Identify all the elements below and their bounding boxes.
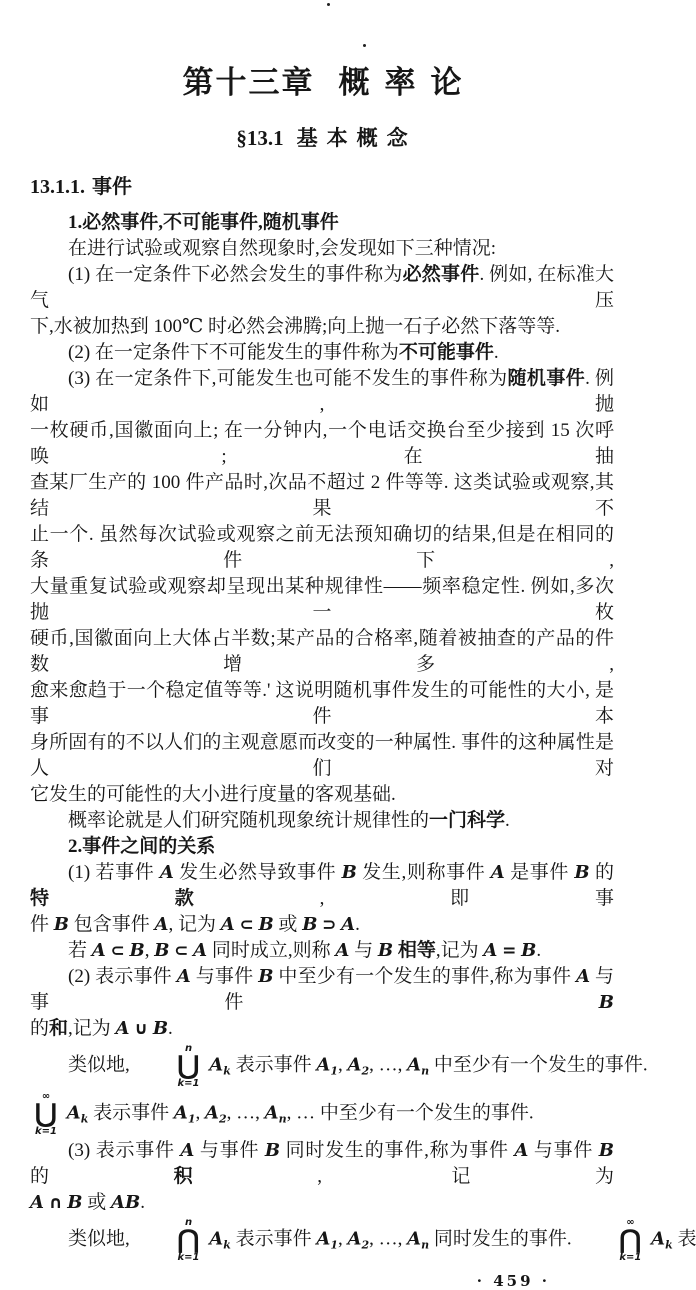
section-name: 基本概念 — [296, 126, 417, 150]
operator-glyph: ⋃ — [177, 1051, 200, 1081]
text-line — [30, 964, 614, 1016]
math-variable: A — [209, 1054, 224, 1076]
text-segment-bold: 相等 — [397, 940, 436, 961]
scan-speck — [327, 3, 330, 6]
math-variable: A — [651, 1228, 666, 1250]
text-segment: 或 — [273, 914, 303, 935]
text-segment: 的 — [589, 862, 614, 883]
math-variable: A — [264, 1102, 279, 1124]
math-variable: B — [574, 862, 590, 883]
text-line — [30, 210, 614, 236]
math-variable: A — [193, 940, 208, 961]
text-segment: 与事件 — [190, 966, 259, 987]
text-segment-bold: 1.必然事件,不可能事件,随机事件 — [68, 212, 339, 233]
math-variable: A — [576, 966, 591, 987]
subscript: k — [223, 1064, 231, 1078]
text-segment: ,记为 — [435, 940, 484, 961]
text-segment: 类似地, — [68, 1228, 135, 1250]
text-segment: 或 — [82, 1192, 112, 1213]
math-variable: B — [598, 1140, 614, 1161]
text-segment: 大量重复试验或观察却呈现出某种规律性——频率稳定性. 例如,多次抛一枚 — [30, 576, 614, 623]
operator-glyph: ⋂ — [619, 1225, 642, 1255]
math-variable: A — [154, 914, 169, 935]
section-number: §13.1 — [236, 126, 284, 150]
subscript: 1 — [330, 1238, 338, 1252]
text-segment: , — [195, 1102, 205, 1124]
text-segment: (2) 在一定条件下不可能发生的事件称为 — [68, 342, 399, 363]
text-segment: , …, — [226, 1102, 265, 1124]
subsection-title — [30, 174, 614, 200]
text-segment: . 例如, 在标准大气压 — [30, 264, 614, 311]
math-variable: B — [152, 1018, 169, 1039]
math-symbol: ⊂ — [174, 941, 189, 961]
math-variable: A — [341, 914, 356, 935]
text-segment: (3) 在一定条件下,可能发生也可能不发生的事件称为 — [68, 368, 508, 389]
operator-upper-limit: ∞ — [626, 1217, 635, 1228]
operator-upper-limit: n — [184, 1217, 193, 1228]
math-variable: B — [341, 862, 357, 883]
text-line — [30, 1090, 614, 1138]
text-segment: 概率论就是人们研究随机现象统计规律性的 — [68, 810, 430, 831]
text-segment: (3) 表示事件 — [68, 1140, 181, 1161]
text-line — [30, 938, 614, 964]
math-variable: A — [407, 1054, 422, 1076]
text-line — [30, 626, 614, 678]
math-variable: A — [30, 1192, 44, 1213]
text-line — [30, 1216, 696, 1264]
text-segment: 同时发生的事件. — [429, 1228, 577, 1250]
text-segment: 的 — [30, 1166, 174, 1187]
operator-lower-limit: k=1 — [619, 1252, 642, 1263]
math-variable: B — [258, 914, 274, 935]
math-variable: A — [220, 914, 235, 935]
math-variable: A — [204, 1102, 219, 1124]
math-symbol: = — [502, 941, 517, 961]
math-variable: A — [335, 940, 350, 961]
math-variable: B — [377, 940, 394, 961]
text-segment: 与 — [349, 940, 378, 961]
text-segment: 身所固有的不以人们的主观意愿而改变的一种属性. 事件的这种属性是人们对 — [30, 732, 614, 779]
math-variable: B — [264, 1140, 281, 1161]
body-text — [30, 210, 696, 1264]
scan-speck — [363, 44, 366, 47]
text-segment: 表示事件 — [230, 1054, 317, 1076]
text-segment-bold: 特款 — [30, 888, 320, 909]
text-segment: , 记为 — [168, 914, 221, 935]
text-segment: , …, — [369, 1054, 408, 1076]
text-segment: , …, — [369, 1228, 408, 1250]
math-variable: A — [347, 1054, 362, 1076]
text-segment: . — [168, 1018, 173, 1039]
text-segment: 与事件 — [528, 1140, 599, 1161]
math-variable: B — [154, 940, 170, 961]
math-variable: A — [173, 1102, 188, 1124]
operator-lower-limit: k=1 — [177, 1252, 200, 1263]
chapter-subject: 概率论 — [338, 65, 477, 100]
subscript: 2 — [218, 1112, 227, 1126]
math-variable: A — [483, 940, 498, 961]
subscript: n — [421, 1064, 430, 1078]
subscript: k — [665, 1238, 673, 1252]
chapter-title — [30, 64, 614, 102]
math-variable: A — [115, 1018, 130, 1039]
text-line — [30, 262, 614, 314]
text-line — [30, 522, 614, 574]
subscript: n — [278, 1112, 287, 1126]
text-line — [30, 1042, 648, 1090]
text-segment: 类似地, — [68, 1054, 135, 1076]
text-line — [30, 574, 614, 626]
math-variable: A — [490, 862, 505, 883]
chapter-number: 第十三章 — [182, 65, 315, 100]
subscript: k — [223, 1238, 231, 1252]
text-line — [30, 808, 614, 834]
text-line — [30, 1016, 614, 1042]
math-variable: A — [176, 966, 191, 987]
text-segment-bold: 必然事件 — [402, 264, 480, 285]
intersection-operator — [581, 1217, 641, 1263]
intersection-operator — [140, 1217, 200, 1263]
text-line — [30, 236, 614, 262]
text-segment: 查某厂生产的 100 件产品时,次品不超过 2 件等等. 这类试验或观察,其结果不 — [30, 472, 614, 519]
text-segment: 表 — [672, 1228, 696, 1250]
math-variable: A — [111, 1192, 125, 1213]
text-line — [30, 1190, 614, 1216]
math-variable: A — [316, 1054, 331, 1076]
math-variable: B — [302, 914, 318, 935]
text-segment-bold: 积 — [173, 1166, 318, 1187]
operator-glyph: ⋃ — [35, 1099, 57, 1129]
text-segment: 的 — [30, 1018, 50, 1039]
text-segment: 一枚硬币,国徽面向上; 在一分钟内,一个电话交换台至少接到 15 次呼唤; 在抽 — [30, 420, 614, 467]
math-symbol: ⊂ — [110, 941, 125, 961]
math-variable: B — [124, 1192, 141, 1213]
math-variable: A — [209, 1228, 224, 1250]
math-symbol: ⊂ — [239, 915, 254, 935]
text-segment: 与事件 — [194, 1140, 265, 1161]
math-variable: A — [407, 1228, 422, 1250]
text-segment: . — [493, 342, 499, 363]
text-segment: 愈来愈趋于一个稳定值等等.' 这说明随机事件发生的可能性的大小, 是事件本 — [30, 680, 614, 727]
text-segment: , … 中至少有一个发生的事件. — [286, 1102, 534, 1124]
text-line — [30, 418, 614, 470]
subscript: 2 — [361, 1238, 370, 1252]
text-line — [30, 314, 614, 340]
text-segment: 是事件 — [504, 862, 575, 883]
math-variable: A — [159, 862, 174, 883]
union-operator — [35, 1091, 57, 1137]
text-segment-bold: 一门科学 — [429, 810, 506, 831]
math-variable: B — [129, 940, 145, 961]
text-segment: (1) 若事件 — [68, 862, 160, 883]
text-segment: . — [505, 810, 510, 831]
text-segment: . — [536, 940, 542, 961]
text-segment: . 例如,抛 — [30, 368, 614, 415]
text-line — [30, 860, 614, 912]
math-variable: A — [66, 1102, 81, 1124]
math-symbol: ∪ — [134, 1019, 149, 1039]
math-variable: B — [598, 992, 614, 1013]
text-segment: 件 — [30, 914, 54, 935]
math-variable: A — [316, 1228, 331, 1250]
text-segment: 发生,则称事件 — [356, 862, 491, 883]
text-segment: . — [140, 1192, 145, 1213]
operator-lower-limit: k=1 — [35, 1126, 57, 1137]
math-variable: B — [67, 1192, 83, 1213]
text-segment: 表示事件 — [230, 1228, 317, 1250]
text-segment-bold: 不可能事件 — [398, 342, 494, 363]
text-segment: 发生必然导致事件 — [173, 862, 342, 883]
text-segment: . — [355, 914, 360, 935]
math-variable: B — [53, 914, 69, 935]
math-variable: B — [521, 940, 537, 961]
text-segment: , — [144, 940, 155, 961]
text-segment: , — [338, 1054, 348, 1076]
subsection-number: 13.1.1. — [30, 176, 85, 198]
subscript: n — [421, 1238, 430, 1252]
section-title — [30, 126, 614, 150]
text-segment: 在进行试验或观察自然现象时,会发现如下三种情况: — [68, 238, 497, 259]
text-segment: , — [338, 1228, 348, 1250]
text-segment: 中至少有一个发生的事件. — [429, 1054, 648, 1076]
text-segment: 与事件 — [30, 966, 614, 1013]
text-segment-bold: 2.事件之间的关系 — [68, 836, 216, 857]
text-segment: 同时发生的事件,称为事件 — [280, 1140, 515, 1161]
page-number: · 459 · — [476, 1272, 550, 1290]
text-segment: ,记为 — [68, 1018, 116, 1039]
text-segment: 止一个. 虽然每次试验或观察之前无法预知确切的结果,但是在相同的条件下, — [30, 524, 614, 571]
text-line — [30, 678, 614, 730]
subscript: 2 — [361, 1064, 370, 1078]
subscript: k — [80, 1112, 89, 1126]
text-segment: (1) 在一定条件下必然会发生的事件称为 — [68, 264, 403, 285]
text-segment: 表示事件 — [88, 1102, 174, 1124]
math-variable: B — [258, 966, 274, 987]
subscript: 1 — [330, 1064, 338, 1078]
text-segment: ,即事 — [319, 888, 614, 909]
text-segment: 硬币,国徽面向上大体占半数;某产品的合格率,随着被抽查的产品的件数增多, — [30, 628, 614, 675]
text-line — [30, 470, 614, 522]
operator-upper-limit: ∞ — [41, 1091, 51, 1102]
text-segment: 同时成立,则称 — [207, 940, 336, 961]
text-line — [30, 912, 614, 938]
operator-upper-limit: n — [184, 1043, 193, 1054]
math-variable: A — [91, 940, 106, 961]
text-line — [30, 1138, 614, 1190]
text-segment: 若 — [68, 940, 92, 961]
text-line — [30, 834, 614, 860]
text-segment-bold: 随机事件 — [507, 368, 586, 389]
text-segment: 包含事件 — [68, 914, 155, 935]
operator-lower-limit: k=1 — [177, 1078, 200, 1089]
subsection-label: 事件 — [92, 176, 132, 198]
math-variable: A — [180, 1140, 195, 1161]
text-segment: 中至少有一个发生的事件,称为事件 — [273, 966, 577, 987]
text-segment-bold: 和 — [49, 1018, 69, 1039]
text-line — [30, 340, 614, 366]
math-variable: A — [347, 1228, 362, 1250]
math-symbol: ∩ — [48, 1193, 63, 1213]
text-segment: , 记为 — [317, 1166, 614, 1187]
text-segment: 它发生的可能性的大小进行度量的客观基础. — [30, 784, 396, 805]
math-variable: A — [514, 1140, 529, 1161]
text-line — [30, 782, 614, 808]
union-operator — [140, 1043, 200, 1089]
subscript: 1 — [187, 1112, 196, 1126]
text-segment: (2) 表示事件 — [68, 966, 177, 987]
text-line — [30, 366, 614, 418]
operator-glyph: ⋂ — [177, 1225, 200, 1255]
text-segment: 下,水被加热到 100℃ 时必然会沸腾;向上抛一石子必然下落等等. — [30, 316, 561, 337]
text-line — [30, 730, 614, 782]
math-symbol: ⊃ — [322, 915, 337, 935]
